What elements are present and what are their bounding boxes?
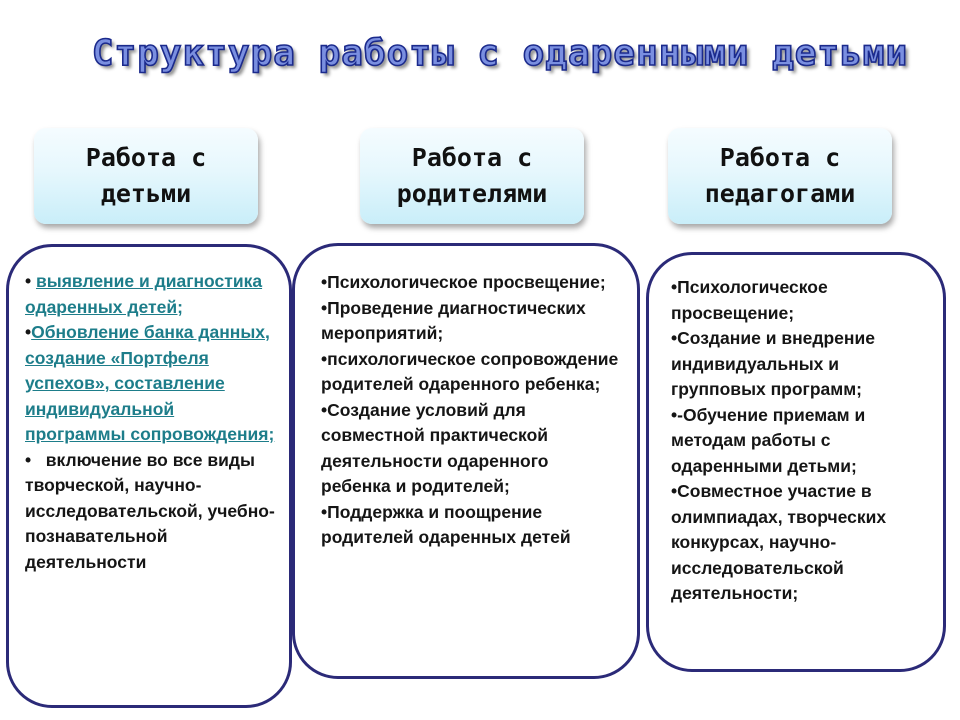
list-item[interactable] [25, 320, 275, 448]
card-teachers [646, 252, 946, 672]
list-item [25, 448, 275, 576]
list-item [671, 275, 931, 326]
bullet: • [671, 277, 678, 297]
item-text: Совместное участие в олимпиадах, творческих конкурсах, научно-исследовательской деятельности; [671, 481, 887, 603]
item-text: включение во все виды творческой, научно-исследовательской, учебно-познавательной деятельности [25, 449, 275, 572]
list-item [321, 296, 623, 347]
bullet: • [25, 449, 46, 470]
list-children [25, 269, 275, 575]
item-text: Психологическое просвещение; [327, 272, 606, 292]
header-children: Работа с детьми [34, 128, 258, 224]
list-item [671, 479, 931, 607]
card-parents [292, 243, 640, 679]
bullet: • [321, 272, 328, 292]
bullet: • [321, 501, 328, 522]
item-text: Психологическое просвещение; [671, 277, 828, 323]
item-link[interactable]: выявление и диагностика одаренных детей; [25, 271, 263, 317]
header-teachers: Работа с педагогами [668, 128, 892, 224]
bullet: • [321, 399, 328, 420]
slide-title: Структура работы с одаренными детьми [91, 33, 909, 74]
bullet: • [321, 297, 328, 318]
list-teachers [671, 275, 931, 607]
item-text: -Обучение приемам и методам работы с одаренными детьми; [671, 404, 866, 476]
card-children [6, 244, 292, 708]
list-item [321, 347, 623, 398]
bullet: • [671, 328, 678, 348]
header-parents: Работа с родителями [360, 128, 584, 224]
list-item [321, 270, 623, 296]
list-item [321, 500, 623, 551]
item-text: Создание условий для совместной практической деятельности одаренного ребенка и родителей; [321, 399, 549, 496]
item-text: Поддержка и поощрение родителей одаренных детей [321, 501, 571, 547]
list-parents [321, 270, 623, 551]
list-item [671, 403, 931, 480]
bullet: • [25, 322, 32, 342]
item-text: Проведение диагностических мероприятий; [321, 297, 586, 343]
list-item [671, 326, 931, 403]
item-link[interactable]: Обновление банка данных, создание «Портфеля успехов», составление индивидуальной программы сопровождения; [25, 322, 275, 444]
bullet: • [671, 481, 678, 501]
bullet: • [671, 404, 678, 425]
item-text: психологическое сопровождение родителей одаренного ребенка; [321, 348, 619, 394]
item-text: Создание и внедрение индивидуальных и групповых программ; [671, 328, 875, 399]
list-item[interactable] [25, 269, 275, 320]
bullet: • [25, 271, 36, 291]
bullet: • [321, 348, 328, 369]
list-item [321, 398, 623, 500]
